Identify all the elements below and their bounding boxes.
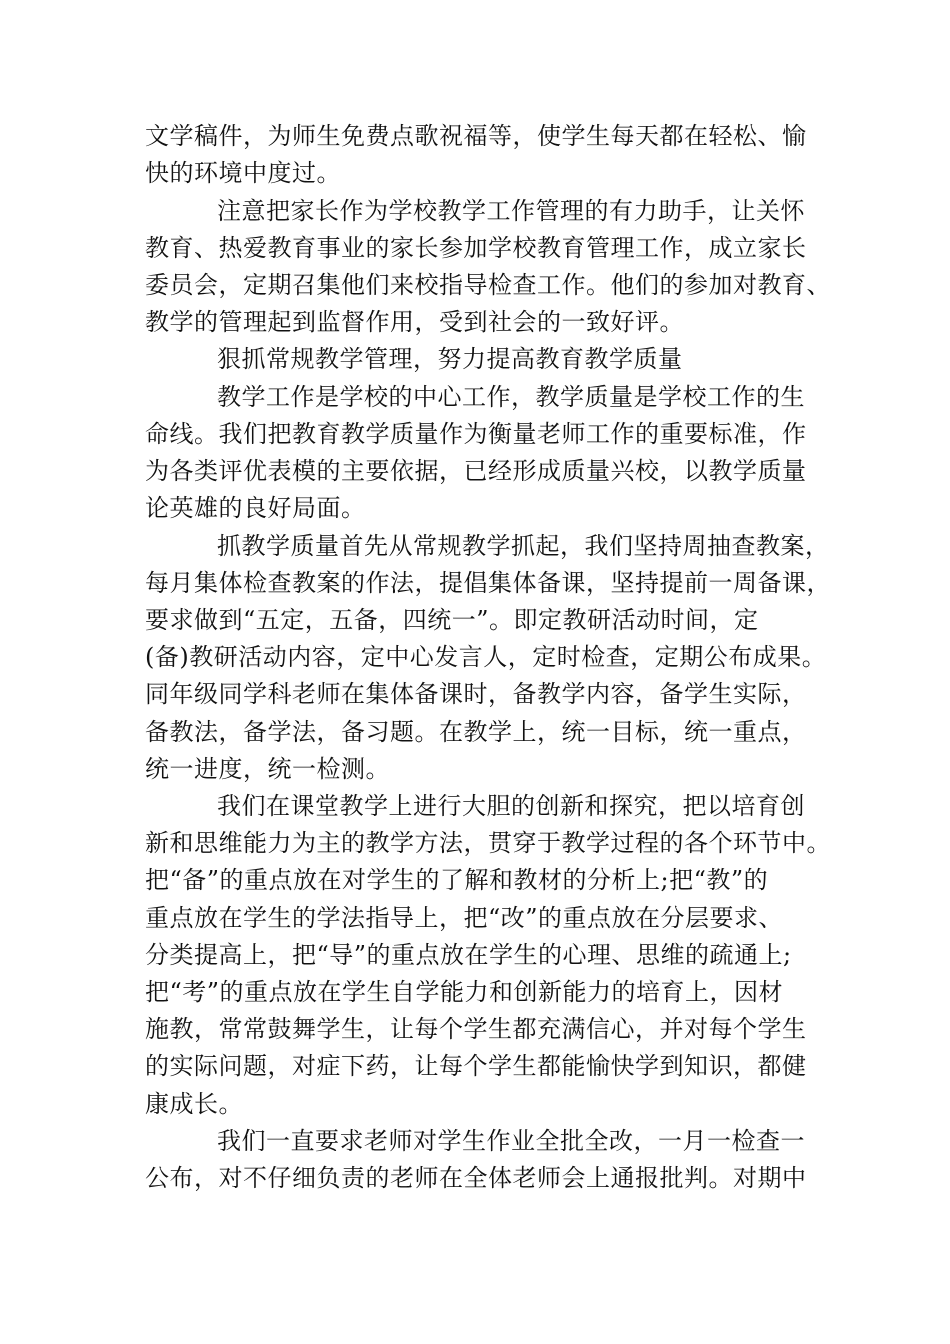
text-line: 同年级同学科老师在集体备课时，备教学内容，备学生实际， xyxy=(145,680,807,708)
text-line: (备)教研活动内容，定中心发言人，定时检查，定期公布成果。 xyxy=(145,643,827,671)
text-line: 把“考”的重点放在学生自学能力和创新能力的培育上，因材 xyxy=(145,978,784,1006)
text-line: 教学的管理起到监督作用，受到社会的一致好评。 xyxy=(145,308,684,336)
text-line: 重点放在学生的学法指导上，把“改”的重点放在分层要求、 xyxy=(145,904,784,932)
text-line: 分类提高上，把“导”的重点放在学生的心理、思维的疏通上; xyxy=(145,941,792,969)
text-line: 施教，常常鼓舞学生，让每个学生都充满信心，并对每个学生 xyxy=(145,1015,807,1043)
text-line: 抓教学质量首先从常规教学抓起，我们坚持周抽查教案， xyxy=(217,532,830,560)
text-line: 公布，对不仔细负责的老师在全体老师会上通报批判。对期中 xyxy=(145,1164,807,1192)
text-line: 教育、热爱教育事业的家长参加学校教育管理工作，成立家长 xyxy=(145,234,807,262)
text-line: 要求做到“五定，五备，四统一”。即定教研活动时间，定 xyxy=(145,606,759,634)
text-line: 注意把家长作为学校教学工作管理的有力助手，让关怀 xyxy=(217,197,805,225)
text-line: 文学稿件，为师生免费点歌祝福等，使学生每天都在轻松、愉 xyxy=(145,122,807,150)
text-line: 每月集体检查教案的作法，提倡集体备课，坚持提前一周备课， xyxy=(145,569,831,597)
text-line: 教学工作是学校的中心工作，教学质量是学校工作的生 xyxy=(217,383,805,411)
text-line: 我们一直要求老师对学生作业全批全改，一月一检查一 xyxy=(217,1127,805,1155)
text-line: 康成长。 xyxy=(145,1090,243,1118)
text-line: 委员会，定期召集他们来校指导检查工作。他们的参加对教育、 xyxy=(145,271,831,299)
text-line: 命线。我们把教育教学质量作为衡量老师工作的重要标准，作 xyxy=(145,420,807,448)
text-line: 我们在课堂教学上进行大胆的创新和探究，把以培育创 xyxy=(217,792,805,820)
section-heading: 狠抓常规教学管理，努力提高教育教学质量 xyxy=(217,345,683,373)
text-line: 备教法，备学法，备习题。在教学上，统一目标，统一重点， xyxy=(145,718,807,746)
text-line: 的实际问题，对症下药，让每个学生都能愉快学到知识，都健 xyxy=(145,1052,807,1080)
text-line: 统一进度，统一检测。 xyxy=(145,755,390,783)
text-line: 论英雄的良好局面。 xyxy=(145,494,366,522)
text-line: 快的环境中度过。 xyxy=(145,159,341,187)
text-line: 把“备”的重点放在对学生的了解和教材的分析上;把“教”的 xyxy=(145,866,769,894)
text-line: 为各类评优表模的主要依据，已经形成质量兴校，以教学质量 xyxy=(145,457,807,485)
text-line: 新和思维能力为主的教学方法，贯穿于教学过程的各个环节中。 xyxy=(145,829,831,857)
